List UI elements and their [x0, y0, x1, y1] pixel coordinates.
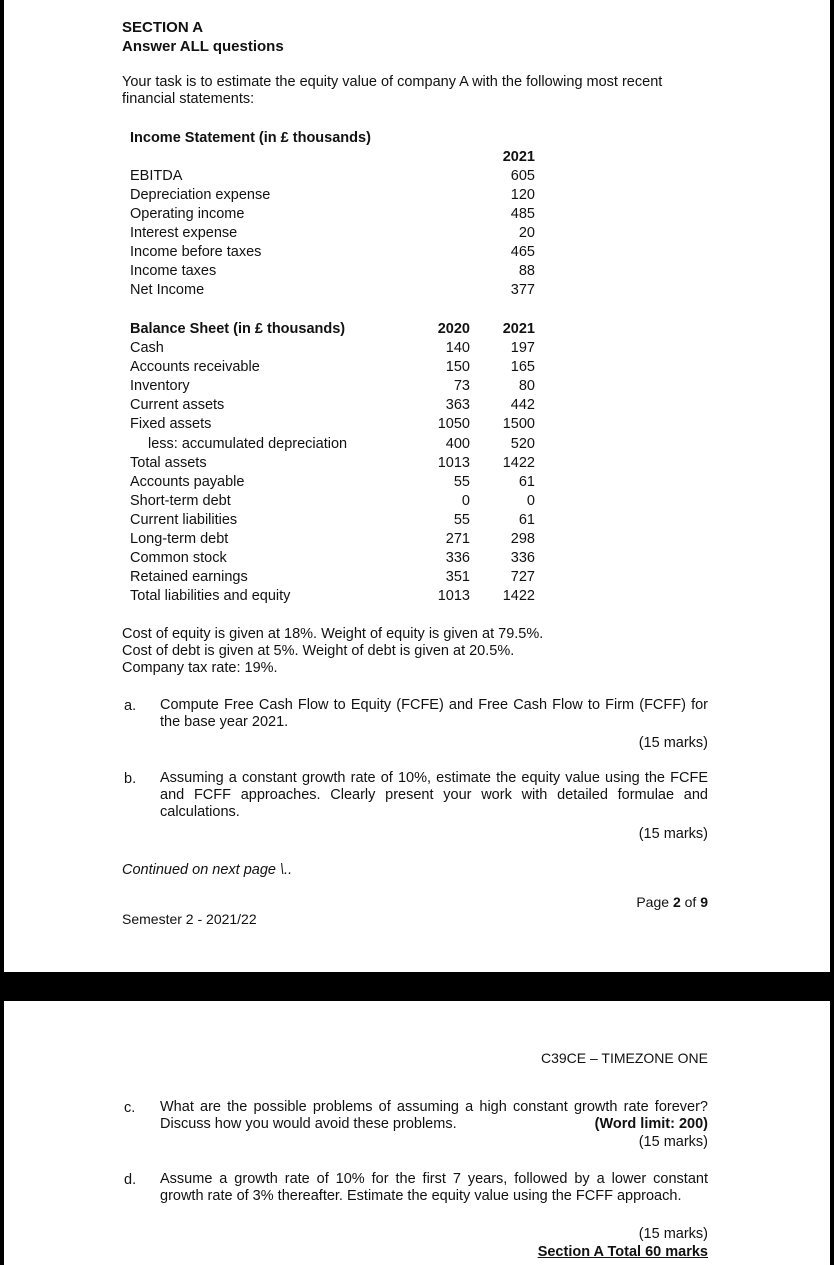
balance-row [4, 358, 830, 377]
question-c-word-limit: (Word limit: 200) [594, 1116, 708, 1132]
page-total: 9 [700, 894, 708, 910]
section-title: SECTION A [122, 19, 204, 36]
question-b-letter: b. [124, 771, 137, 787]
balance-row [4, 454, 830, 473]
balance-row-value-2021: 727 [510, 569, 535, 586]
income-year-2021: 2021 [502, 149, 535, 165]
page-number [564, 893, 708, 912]
balance-row-value-2020: 351 [445, 569, 470, 586]
income-row-label: Income taxes [130, 263, 217, 279]
page-current: 2 [672, 894, 681, 910]
exam-page-3 [4, 1001, 830, 1265]
question-b-text: Assuming a constant growth rate of 10%, estimate the equity value using the FCFE and FCFF approaches. Clearly present your work with detailed formulae and calculations. [160, 770, 708, 820]
income-row [4, 224, 830, 243]
income-row-label: EBITDA [130, 168, 183, 184]
balance-row [4, 511, 830, 530]
income-row-label: Interest expense [130, 225, 238, 241]
income-row-value-2021: 485 [510, 206, 535, 222]
income-row [4, 205, 830, 224]
balance-row-value-2021: 1422 [502, 454, 535, 471]
balance-row-value-2020: 400 [445, 435, 470, 452]
exam-page-2 [4, 0, 830, 972]
income-row-value-2021: 465 [510, 244, 535, 260]
section-total: Section A Total 60 marks [537, 1244, 708, 1260]
question-a-marks: (15 marks) [638, 735, 708, 751]
balance-sheet-heading: Balance Sheet (in £ thousands) [130, 321, 346, 337]
balance-row-label: less: accumulated depreciation [148, 435, 348, 452]
assumption-line: Company tax rate: 19%. [122, 660, 278, 676]
balance-row-value-2020: 1050 [437, 416, 470, 433]
balance-row [4, 396, 830, 415]
balance-row-value-2021: 61 [518, 473, 535, 490]
balance-row-label: Inventory [130, 378, 190, 395]
semester-footer: Semester 2 - 2021/22 [122, 911, 257, 927]
balance-row-value-2020: 55 [453, 473, 470, 490]
income-row-label: Income before taxes [130, 244, 262, 260]
income-row [4, 167, 830, 186]
income-row-label: Net Income [130, 282, 205, 298]
intro-text: Your task is to estimate the equity value of company A with the following most recent financial statements: [122, 74, 663, 107]
balance-row-label: Total liabilities and equity [130, 588, 291, 605]
question-c-text: What are the possible problems of assuming a high constant growth rate forever? Discuss how you would avoid these problems. [160, 1099, 708, 1132]
balance-row [4, 568, 830, 587]
balance-row-value-2021: 520 [510, 435, 535, 452]
question-d-letter: d. [124, 1172, 137, 1188]
balance-row-value-2020: 1013 [437, 454, 470, 471]
income-row-label: Operating income [130, 206, 245, 222]
assumption-line: Cost of equity is given at 18%. Weight of equity is given at 79.5%. [122, 626, 544, 642]
page-prefix: Page [636, 894, 670, 910]
balance-row-value-2021: 336 [510, 550, 535, 567]
balance-row-label: Common stock [130, 550, 227, 567]
balance-row-label: Retained earnings [130, 569, 248, 586]
income-row-value-2021: 605 [510, 168, 535, 184]
balance-row-label: Accounts receivable [130, 359, 260, 376]
income-statement-heading: Income Statement (in £ thousands) [130, 130, 371, 146]
balance-row-value-2020: 271 [445, 531, 470, 547]
question-d-text: Assume a growth rate of 10% for the first 7 years, followed by a lower constant growth rate of 3% thereafter. Estimate the equity value using the FCFF approach. [160, 1171, 708, 1204]
balance-row-value-2020: 336 [445, 550, 470, 567]
income-row-label: Depreciation expense [130, 187, 271, 203]
income-row [4, 281, 830, 300]
balance-row [4, 587, 830, 606]
question-c-letter: c. [124, 1100, 136, 1116]
balance-row-label: Accounts payable [130, 473, 245, 490]
balance-row [4, 415, 830, 434]
balance-row-value-2021: 298 [510, 531, 535, 547]
continued-note: Continued on next page \.. [122, 862, 293, 878]
balance-row-label: Long-term debt [130, 531, 229, 547]
balance-row-value-2020: 363 [445, 397, 470, 414]
balance-row [4, 435, 830, 454]
balance-row [4, 339, 830, 358]
balance-row-label: Short-term debt [130, 492, 231, 509]
income-row [4, 186, 830, 205]
question-d-marks: (15 marks) [638, 1226, 708, 1242]
balance-row-value-2021: 1500 [502, 416, 535, 433]
balance-row-label: Fixed assets [130, 416, 212, 433]
balance-row-value-2020: 0 [461, 492, 470, 509]
balance-row-label: Current assets [130, 397, 225, 414]
balance-row-value-2020: 73 [453, 378, 470, 395]
section-subtitle: Answer ALL questions [122, 38, 284, 55]
balance-row [4, 530, 830, 549]
balance-row-value-2021: 165 [510, 359, 535, 376]
balance-row-value-2021: 442 [510, 397, 535, 414]
income-row-value-2021: 120 [510, 187, 535, 203]
balance-row-value-2020: 55 [453, 511, 470, 528]
income-row [4, 262, 830, 281]
page-header: C39CE – TIMEZONE ONE [540, 1050, 708, 1066]
balance-year-2020: 2020 [437, 321, 470, 337]
balance-row-value-2020: 140 [445, 340, 470, 356]
balance-row-value-2021: 61 [518, 511, 535, 528]
balance-row [4, 377, 830, 396]
balance-row-label: Total assets [130, 454, 207, 471]
balance-row [4, 492, 830, 511]
question-a-text: Compute Free Cash Flow to Equity (FCFE) and Free Cash Flow to Firm (FCFF) for the base year 2021. [160, 697, 708, 730]
assumption-line: Cost of debt is given at 5%. Weight of debt is given at 20.5%. [122, 643, 515, 659]
income-row-value-2021: 88 [518, 263, 535, 279]
income-row [4, 243, 830, 262]
balance-row-value-2021: 1422 [502, 588, 535, 605]
balance-row [4, 549, 830, 568]
question-c-marks: (15 marks) [638, 1134, 708, 1150]
balance-row-label: Cash [130, 340, 164, 356]
balance-row [4, 473, 830, 492]
balance-row-value-2021: 0 [526, 492, 535, 509]
question-b-marks: (15 marks) [638, 826, 708, 842]
balance-year-2021: 2021 [502, 321, 535, 337]
balance-row-value-2020: 1013 [437, 588, 470, 605]
balance-row-value-2020: 150 [445, 359, 470, 376]
balance-row-value-2021: 197 [510, 340, 535, 356]
page-of: of [684, 894, 697, 910]
income-row-value-2021: 377 [510, 282, 535, 298]
income-row-value-2021: 20 [518, 225, 535, 241]
question-a-letter: a. [124, 698, 137, 714]
balance-row-value-2021: 80 [518, 378, 535, 395]
balance-row-label: Current liabilities [130, 511, 238, 528]
